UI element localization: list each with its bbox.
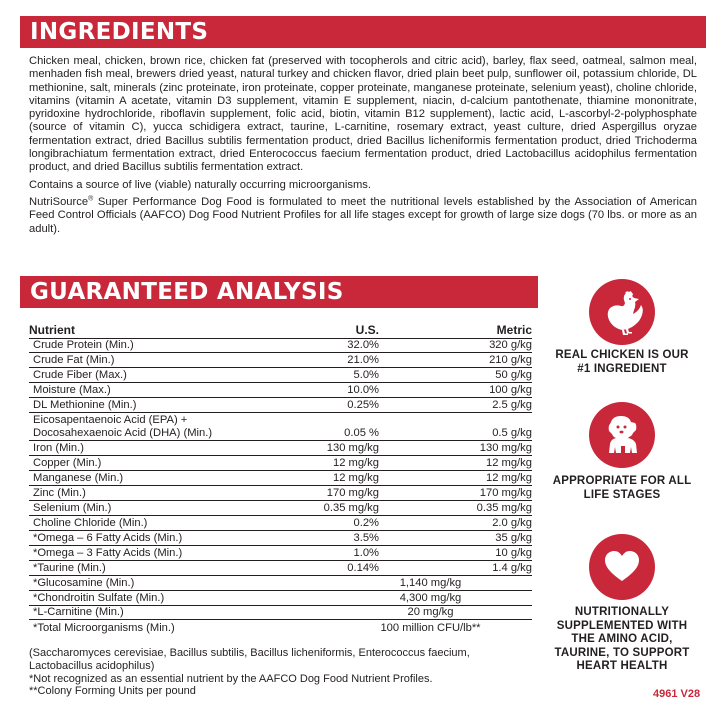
aafco-statement: [29, 196, 697, 236]
ingredients-heading: INGREDIENTS: [20, 16, 706, 48]
metric-column-header: Metric: [379, 322, 532, 338]
metric-value: 0.5 g/kg: [379, 413, 532, 441]
us-value: 130 mg/kg: [279, 441, 379, 456]
nutrient-name: Selenium (Min.): [29, 500, 279, 515]
nutrient-name: DL Methionine (Min.): [29, 398, 279, 413]
metric-value: 130 mg/kg: [379, 441, 532, 456]
ingredients-list: Chicken meal, chicken, brown rice, chicken fat (preserved with tocopherols and citric acid), barley, flax seed, oatmeal, salmon meal, menhaden fish meal, brewers dried yeast, natural turkey and chicken flavor, dried plain beet pulp, sunflower oil, potassium chloride, DL methionine, salt, minerals (zinc proteinate, iron proteinate, copper proteinate, manganese proteinate, selenium yeast), choline chloride, vitamins (vitamin A acetate, vitamin D3 supplement, vitamin E supplement, niacin, d-calcium pantothenate, thiamine mononitrate, pyridoxine hydrochloride, riboflavin supplement, folic acid, biotin, vitamin B12 supplement), lactic acid, L-ascorbyl-2-polyphosphate (source of vitamin C), yucca schidigera extract, taurine, L-carnitine, rosemary extract, yeast culture, dried Aspergillus oryzae fermentation extract, dried Bacillus subtilis fermentation product, dried Bacillus licheniformis fermentation product, dried Trichoderma longibrachiatum fermentation extract, dried Enterococcus faecium fermentation product, dried Lactobacillus acidophilus fermentation product, and dried Bacillus subtilis fermentation extract.: [29, 55, 697, 174]
table-row: [29, 398, 532, 413]
us-value: 0.14%: [279, 560, 379, 575]
nutrient-name: Choline Chloride (Min.): [29, 515, 279, 530]
nutrient-name: Crude Fat (Min.): [29, 353, 279, 368]
heart-icon: [589, 534, 655, 600]
metric-value: 2.5 g/kg: [379, 398, 532, 413]
nutrient-name: *Total Microorganisms (Min.): [33, 621, 175, 634]
us-value: 32.0%: [279, 338, 379, 353]
real-chicken-claim: REAL CHICKEN IS OUR #1 INGREDIENT: [555, 349, 689, 375]
us-value: 0.05 %: [279, 413, 379, 441]
aafco-statement-text: Super Performance Dog Food is formulated to meet the nutritional levels established by the Association of American Feed Control Officials (AAFCO) Dog Food Nutrient Profiles for all life stages except for growth of large size dogs (70 lbs. or more as an adult).: [29, 195, 697, 235]
nutrient-name: Eicosapentaenoic Acid (EPA) + Docosahexaenoic Acid (DHA) (Min.): [29, 413, 279, 441]
table-row: [29, 383, 532, 398]
footnotes: [29, 647, 534, 698]
table-header-row: [29, 322, 532, 338]
us-value: 5.0%: [279, 368, 379, 383]
table-row: [29, 560, 532, 575]
microorganisms-note: Contains a source of live (viable) naturally occurring microorganisms.: [29, 178, 371, 191]
metric-value: 210 g/kg: [379, 353, 532, 368]
nutrient-name: *Chondroitin Sulfate (Min.): [29, 590, 279, 605]
table-row: [29, 575, 532, 590]
us-value: 0.25%: [279, 398, 379, 413]
guaranteed-analysis-table: [29, 322, 532, 635]
us-value: 10.0%: [279, 383, 379, 398]
table-row: [29, 590, 532, 605]
nutrient-name: *Omega – 6 Fatty Acids (Min.): [29, 530, 279, 545]
nutrient-name: Iron (Min.): [29, 441, 279, 456]
table-row: [29, 413, 532, 441]
metric-value: 0.35 mg/kg: [379, 500, 532, 515]
table-body: [29, 338, 532, 635]
us-value: 0.2%: [279, 515, 379, 530]
metric-value: 2.0 g/kg: [379, 515, 532, 530]
us-column-header: U.S.: [279, 322, 379, 338]
product-code: 4961 V28: [653, 688, 701, 700]
nutrient-name: *L-Carnitine (Min.): [29, 605, 279, 620]
metric-value: 1.4 g/kg: [379, 560, 532, 575]
table-row: [29, 441, 532, 456]
table-row: [29, 353, 532, 368]
table-row: [29, 500, 532, 515]
us-value: 12 mg/kg: [279, 471, 379, 486]
registered-mark: ®: [88, 195, 94, 203]
nutrient-name: Zinc (Min.): [29, 486, 279, 501]
table-row: [29, 620, 532, 635]
ingredients-section: [29, 55, 697, 240]
cfu-footnote: **Colony Forming Units per pound: [29, 685, 196, 698]
metric-value: 320 g/kg: [379, 338, 532, 353]
table-row: [29, 338, 532, 353]
puppy-badge: [589, 402, 655, 468]
table-row: [29, 486, 532, 501]
puppy-icon: [589, 402, 655, 468]
combined-value: 100 million CFU/lb**: [380, 621, 481, 634]
metric-value: 50 g/kg: [379, 368, 532, 383]
chicken-icon: [589, 279, 655, 345]
nutrient-name: Crude Fiber (Max.): [29, 368, 279, 383]
guaranteed-analysis-heading: GUARANTEED ANALYSIS: [20, 276, 538, 308]
chicken-badge: [589, 279, 655, 345]
table-row: [29, 471, 532, 486]
nutrient-column-header: Nutrient: [29, 322, 279, 338]
aafco-footnote: *Not recognized as an essential nutrient by the AAFCO Dog Food Nutrient Profiles.: [29, 672, 433, 685]
us-value: 3.5%: [279, 530, 379, 545]
nutrient-name: Copper (Min.): [29, 456, 279, 471]
nutrient-name: Manganese (Min.): [29, 471, 279, 486]
table-row: [29, 456, 532, 471]
table-row: [29, 545, 532, 560]
heart-badge: [589, 534, 655, 600]
microorganism-species-note: (Saccharomyces cerevisiae, Bacillus subtilis, Bacillus licheniformis, Enterococcus faecium, Lactobacillus acidophilus): [29, 647, 470, 672]
us-value: 12 mg/kg: [279, 456, 379, 471]
table-row: [29, 515, 532, 530]
table-row: [29, 530, 532, 545]
metric-value: 10 g/kg: [379, 545, 532, 560]
us-value: 0.35 mg/kg: [279, 500, 379, 515]
combined-value: 1,140 mg/kg: [279, 575, 532, 590]
nutrient-name: Moisture (Max.): [29, 383, 279, 398]
metric-value: 12 mg/kg: [379, 456, 532, 471]
nutrient-name: *Taurine (Min.): [29, 560, 279, 575]
heart-health-claim: NUTRITIONALLY SUPPLEMENTED WITH THE AMINO ACID, TAURINE, TO SUPPORT HEART HEALTH: [554, 606, 690, 672]
metric-value: 35 g/kg: [379, 530, 532, 545]
nutrient-name: Crude Protein (Min.): [29, 338, 279, 353]
us-value: 1.0%: [279, 545, 379, 560]
table-row: [29, 605, 532, 620]
metric-value: 100 g/kg: [379, 383, 532, 398]
nutrient-name: *Omega – 3 Fatty Acids (Min.): [29, 545, 279, 560]
us-value: 170 mg/kg: [279, 486, 379, 501]
metric-value: 12 mg/kg: [379, 471, 532, 486]
us-value: 21.0%: [279, 353, 379, 368]
metric-value: 170 mg/kg: [379, 486, 532, 501]
brand-name: NutriSource: [29, 195, 89, 208]
combined-value: 20 mg/kg: [279, 605, 532, 620]
combined-value: 4,300 mg/kg: [279, 590, 532, 605]
nutrient-name: *Glucosamine (Min.): [29, 575, 279, 590]
life-stages-claim: APPROPRIATE FOR ALL LIFE STAGES: [552, 475, 692, 501]
table-row: [29, 368, 532, 383]
